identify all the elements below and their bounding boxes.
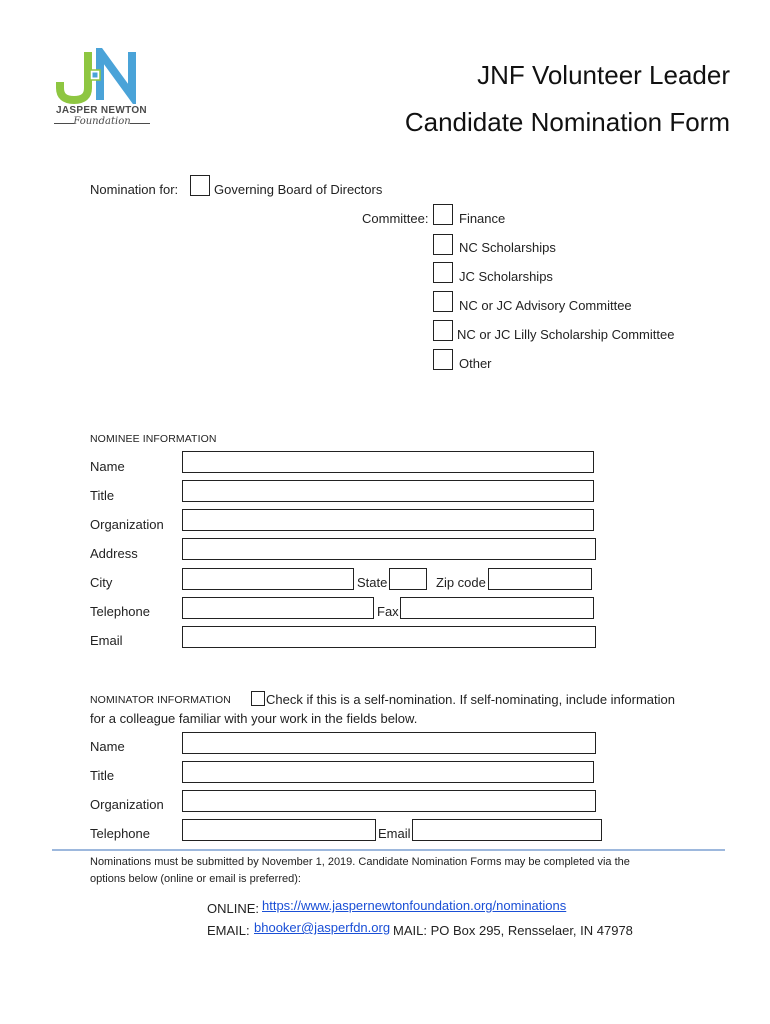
committee-nc-scholarships-checkbox[interactable] [433,234,453,255]
committee-lilly-checkbox[interactable] [433,320,453,341]
nominee-title-label: Title [90,488,115,503]
submission-note-line2: options below (online or email is preferred): [90,873,301,885]
nominee-fax-input[interactable] [400,597,594,619]
nominee-email-input[interactable] [182,626,596,648]
committee-other-checkbox[interactable] [433,349,453,370]
committee-other-label: Other [459,356,492,371]
nominee-address-input[interactable] [182,538,596,560]
committee-finance-label: Finance [459,211,506,226]
nominee-zip-label: Zip code [436,575,486,590]
nomination-for-label: Nomination for: [90,182,179,197]
nominee-state-label: State [357,575,388,590]
email-label: EMAIL: [207,923,250,938]
nominee-zip-input[interactable] [488,568,592,590]
nominee-state-input[interactable] [389,568,427,590]
nominee-heading: NOMINEE INFORMATION [90,433,217,445]
committee-label: Committee: [362,211,429,226]
online-nomination-link[interactable]: https://www.jaspernewtonfoundation.org/nominations [262,898,567,913]
nominee-address-label: Address [90,546,138,561]
jn-logo-icon [52,48,152,104]
nominee-organization-input[interactable] [182,509,594,531]
section-divider [52,849,725,851]
online-label: ONLINE: [207,901,260,916]
committee-advisory-label: NC or JC Advisory Committee [459,298,632,313]
self-nomination-checkbox[interactable] [251,691,265,706]
committee-jc-scholarships-checkbox[interactable] [433,262,453,283]
mail-address: MAIL: PO Box 295, Rensselaer, IN 47978 [393,923,633,938]
nominee-telephone-label: Telephone [90,604,150,619]
nominator-heading: NOMINATOR INFORMATION [90,694,231,706]
committee-lilly-label: NC or JC Lilly Scholarship Committee [457,327,675,342]
committee-finance-checkbox[interactable] [433,204,453,225]
form-title-line2: Candidate Nomination Form [404,107,730,137]
self-nomination-label: Check if this is a self-nomination. If self-nominating, include information [266,692,675,707]
nominator-email-label: Email [378,826,411,841]
logo-name: JASPER NEWTON [56,105,147,116]
logo-subtitle: Foundation [54,116,150,127]
board-option-label: Governing Board of Directors [214,182,383,197]
nominee-fax-label: Fax [377,604,399,619]
nominator-name-label: Name [90,739,125,754]
committee-advisory-checkbox[interactable] [433,291,453,312]
nominator-title-input[interactable] [182,761,594,783]
self-nomination-label-line2: for a colleague familiar with your work in the fields below. [90,711,418,726]
nominator-organization-input[interactable] [182,790,596,812]
nominator-name-input[interactable] [182,732,596,754]
foundation-logo [52,48,152,130]
nominee-organization-label: Organization [90,517,164,532]
nominator-telephone-input[interactable] [182,819,376,841]
nominee-title-input[interactable] [182,480,594,502]
form-title-line1: JNF Volunteer Leader [477,60,730,90]
committee-jc-scholarships-label: JC Scholarships [459,269,553,284]
nominator-telephone-label: Telephone [90,826,150,841]
nominee-telephone-input[interactable] [182,597,374,619]
nominator-email-input[interactable] [412,819,602,841]
nominee-city-input[interactable] [182,568,354,590]
board-checkbox[interactable] [190,175,210,196]
email-link[interactable]: bhooker@jasperfdn.org [254,920,391,935]
nominator-organization-label: Organization [90,797,164,812]
committee-nc-scholarships-label: NC Scholarships [459,240,556,255]
submission-note-line1: Nominations must be submitted by November 1, 2019. Candidate Nomination Forms may be completed via the [90,856,630,868]
nominator-title-label: Title [90,768,115,783]
nominee-name-label: Name [90,459,125,474]
nominee-name-input[interactable] [182,451,594,473]
nominee-city-label: City [90,575,113,590]
nominee-email-label: Email [90,633,123,648]
